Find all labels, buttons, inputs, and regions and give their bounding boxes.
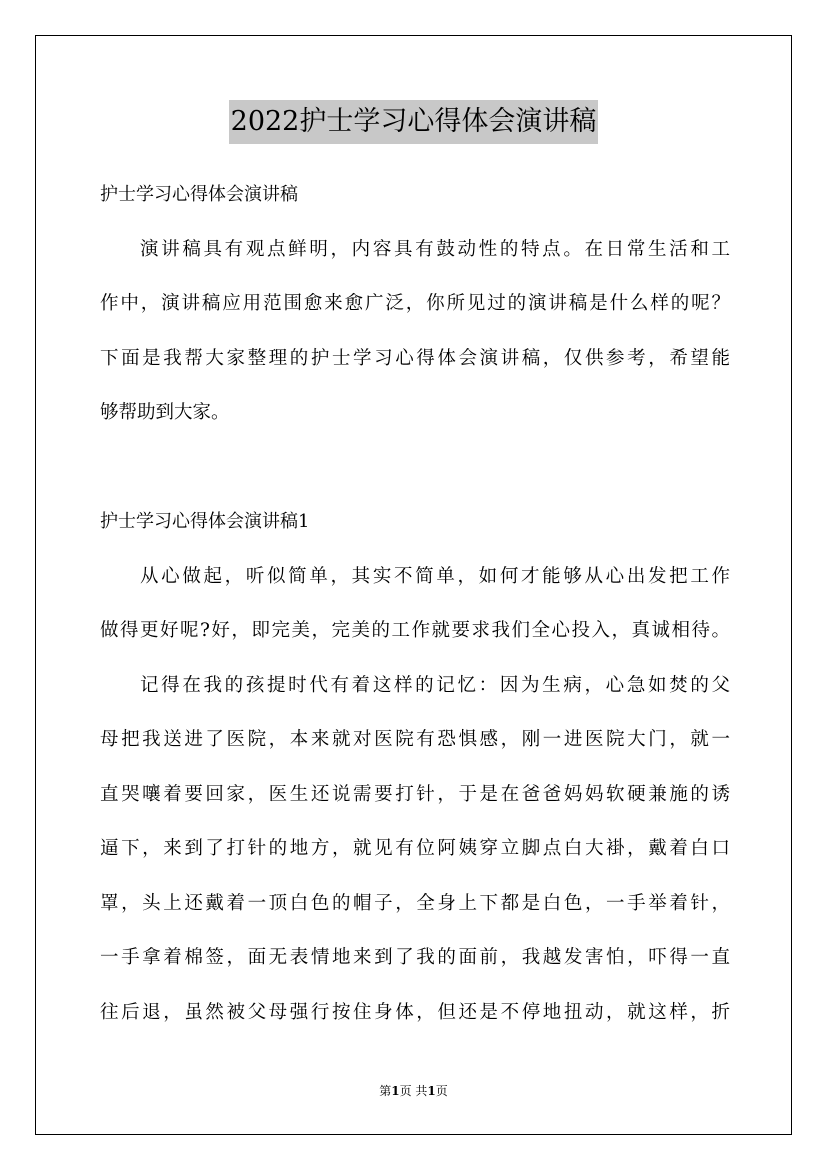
intro-line: 作中，演讲稿应用范围愈来愈广泛，你所见过的演讲稿是什么样的呢？ bbox=[100, 293, 730, 314]
intro-line: 够帮助到大家。 bbox=[100, 402, 230, 423]
page-suffix: 页 bbox=[435, 1084, 448, 1098]
document-body bbox=[100, 168, 730, 1040]
paragraph-line: 逼下，来到了打针的地方，就见有位阿姨穿立脚点白大褂，戴着白口 bbox=[100, 838, 730, 859]
paragraph-line: 从心做起，听似简单，其实不简单，如何才能够从心出发把工作 bbox=[140, 565, 730, 587]
intro-line: 下面是我帮大家整理的护士学习心得体会演讲稿，仅供参考，希望能 bbox=[100, 347, 730, 369]
paragraph-line: 罩，头上还戴着一顶白色的帽子，全身上下都是白色，一手举着针， bbox=[100, 892, 730, 914]
paragraph-gap bbox=[100, 441, 730, 496]
page-prefix: 第 bbox=[379, 1084, 392, 1098]
title-wrap bbox=[0, 100, 827, 144]
paragraph-line: 直哭嚷着要回家，医生还说需要打针，于是在爸爸妈妈软硬兼施的诱 bbox=[100, 783, 730, 805]
page-total: 1 bbox=[427, 1084, 436, 1098]
subtitle: 护士学习心得体会演讲稿 bbox=[100, 184, 298, 205]
section-heading: 护士学习心得体会演讲稿1 bbox=[100, 511, 310, 532]
paragraph-line: 做得更好呢?好，即完美，完美的工作就要求我们全心投入，真诚相待。 bbox=[100, 620, 730, 641]
page-mid: 页 共 bbox=[399, 1084, 428, 1098]
paragraph-line: 母把我送进了医院，本来就对医院有恐惧感，刚一进医院大门，就一 bbox=[100, 729, 730, 750]
page-footer bbox=[0, 1082, 827, 1099]
document-title: 2022护士学习心得体会演讲稿 bbox=[229, 100, 599, 144]
paragraph-line: 往后退，虽然被父母强行按住身体，但还是不停地扭动，就这样，折 bbox=[100, 1001, 730, 1023]
paragraph-line: 一手拿着棉签，面无表情地来到了我的面前，我越发害怕，吓得一直 bbox=[100, 947, 730, 968]
paragraph-line: 记得在我的孩提时代有着这样的记忆：因为生病，心急如焚的父 bbox=[140, 674, 730, 696]
page-number: 1 bbox=[391, 1084, 400, 1098]
intro-line: 演讲稿具有观点鲜明，内容具有鼓动性的特点。在日常生活和工 bbox=[140, 238, 730, 260]
